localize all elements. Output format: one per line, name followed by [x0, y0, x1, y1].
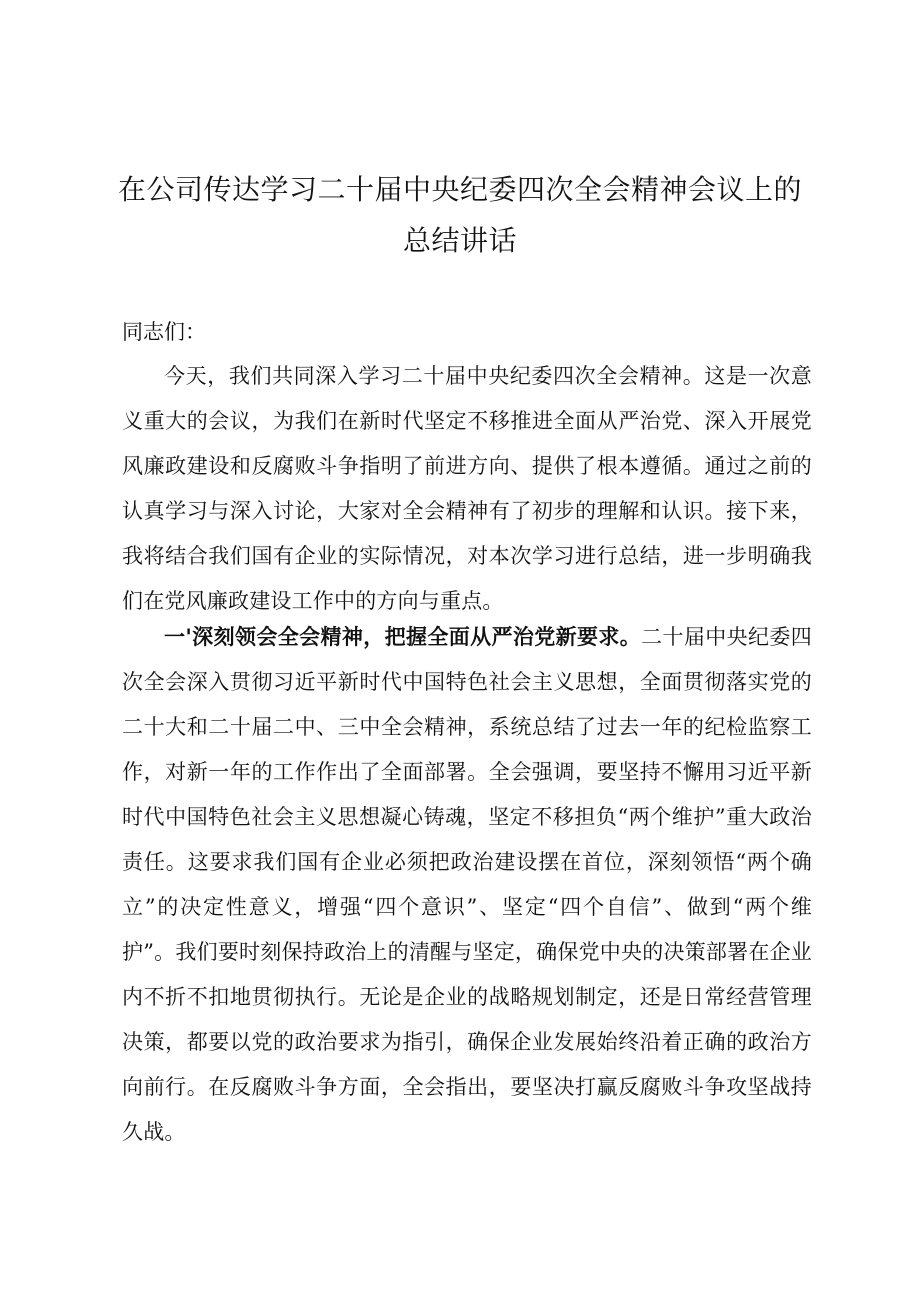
- section-1-heading: 一'深刻领会全会精神，把握全面从严治党新要求。: [164, 624, 642, 649]
- document-title-line-1: 在公司传达学习二十届中央纪委四次全会精神会议上的: [117, 173, 802, 206]
- paragraph-intro: 今天，我们共同深入学习二十届中央纪委四次全会精神。这是一次意义重大的会议，为我们在新时代坚定不移推进全面从严治党、深入开展党风廉政建设和反腐败斗争指明了前进方向、提供了根本遵循。通过之前的认真学习与深入讨论，大家对全会精神有了初步的理解和认识。接下来，我将结合我们国有企业的实际情况，对本次学习进行总结，进一步明确我们在党风廉政建设工作中的方向与重点。: [122, 364, 812, 613]
- paragraph-section-1: [122, 614, 812, 1155]
- section-1-body: 二十届中央纪委四次全会深入贯彻习近平新时代中国特色社会主义思想，全面贯彻落实党的二十大和二十届二中、三中全会精神，系统总结了过去一年的纪检监察工作，对新一年的工作作出了全面部署。全会强调，要坚持不懈用习近平新时代中国特色社会主义思想凝心铸魂，坚定不移担负“两个维护”重大政治责任。这要求我们国有企业必须把政治建设摆在首位，深刻领悟“两个确立”的决定性意义，增强“四个意识”、坚定“四个自信”、做到“两个维护”。我们要时刻保持政治上的清醒与坚定，确保党中央的决策部署在企业内不折不扣地贯彻执行。无论是企业的战略规划制定，还是日常经营管理决策，都要以党的政治要求为指引，确保企业发展始终沿着正确的政治方向前行。在反腐败斗争方面，全会指出，要坚决打赢反腐败斗争攻坚战持久战。: [122, 625, 812, 1144]
- document-title-line-2: 总结讲话: [402, 224, 517, 257]
- salutation: 同志们：: [122, 320, 206, 344]
